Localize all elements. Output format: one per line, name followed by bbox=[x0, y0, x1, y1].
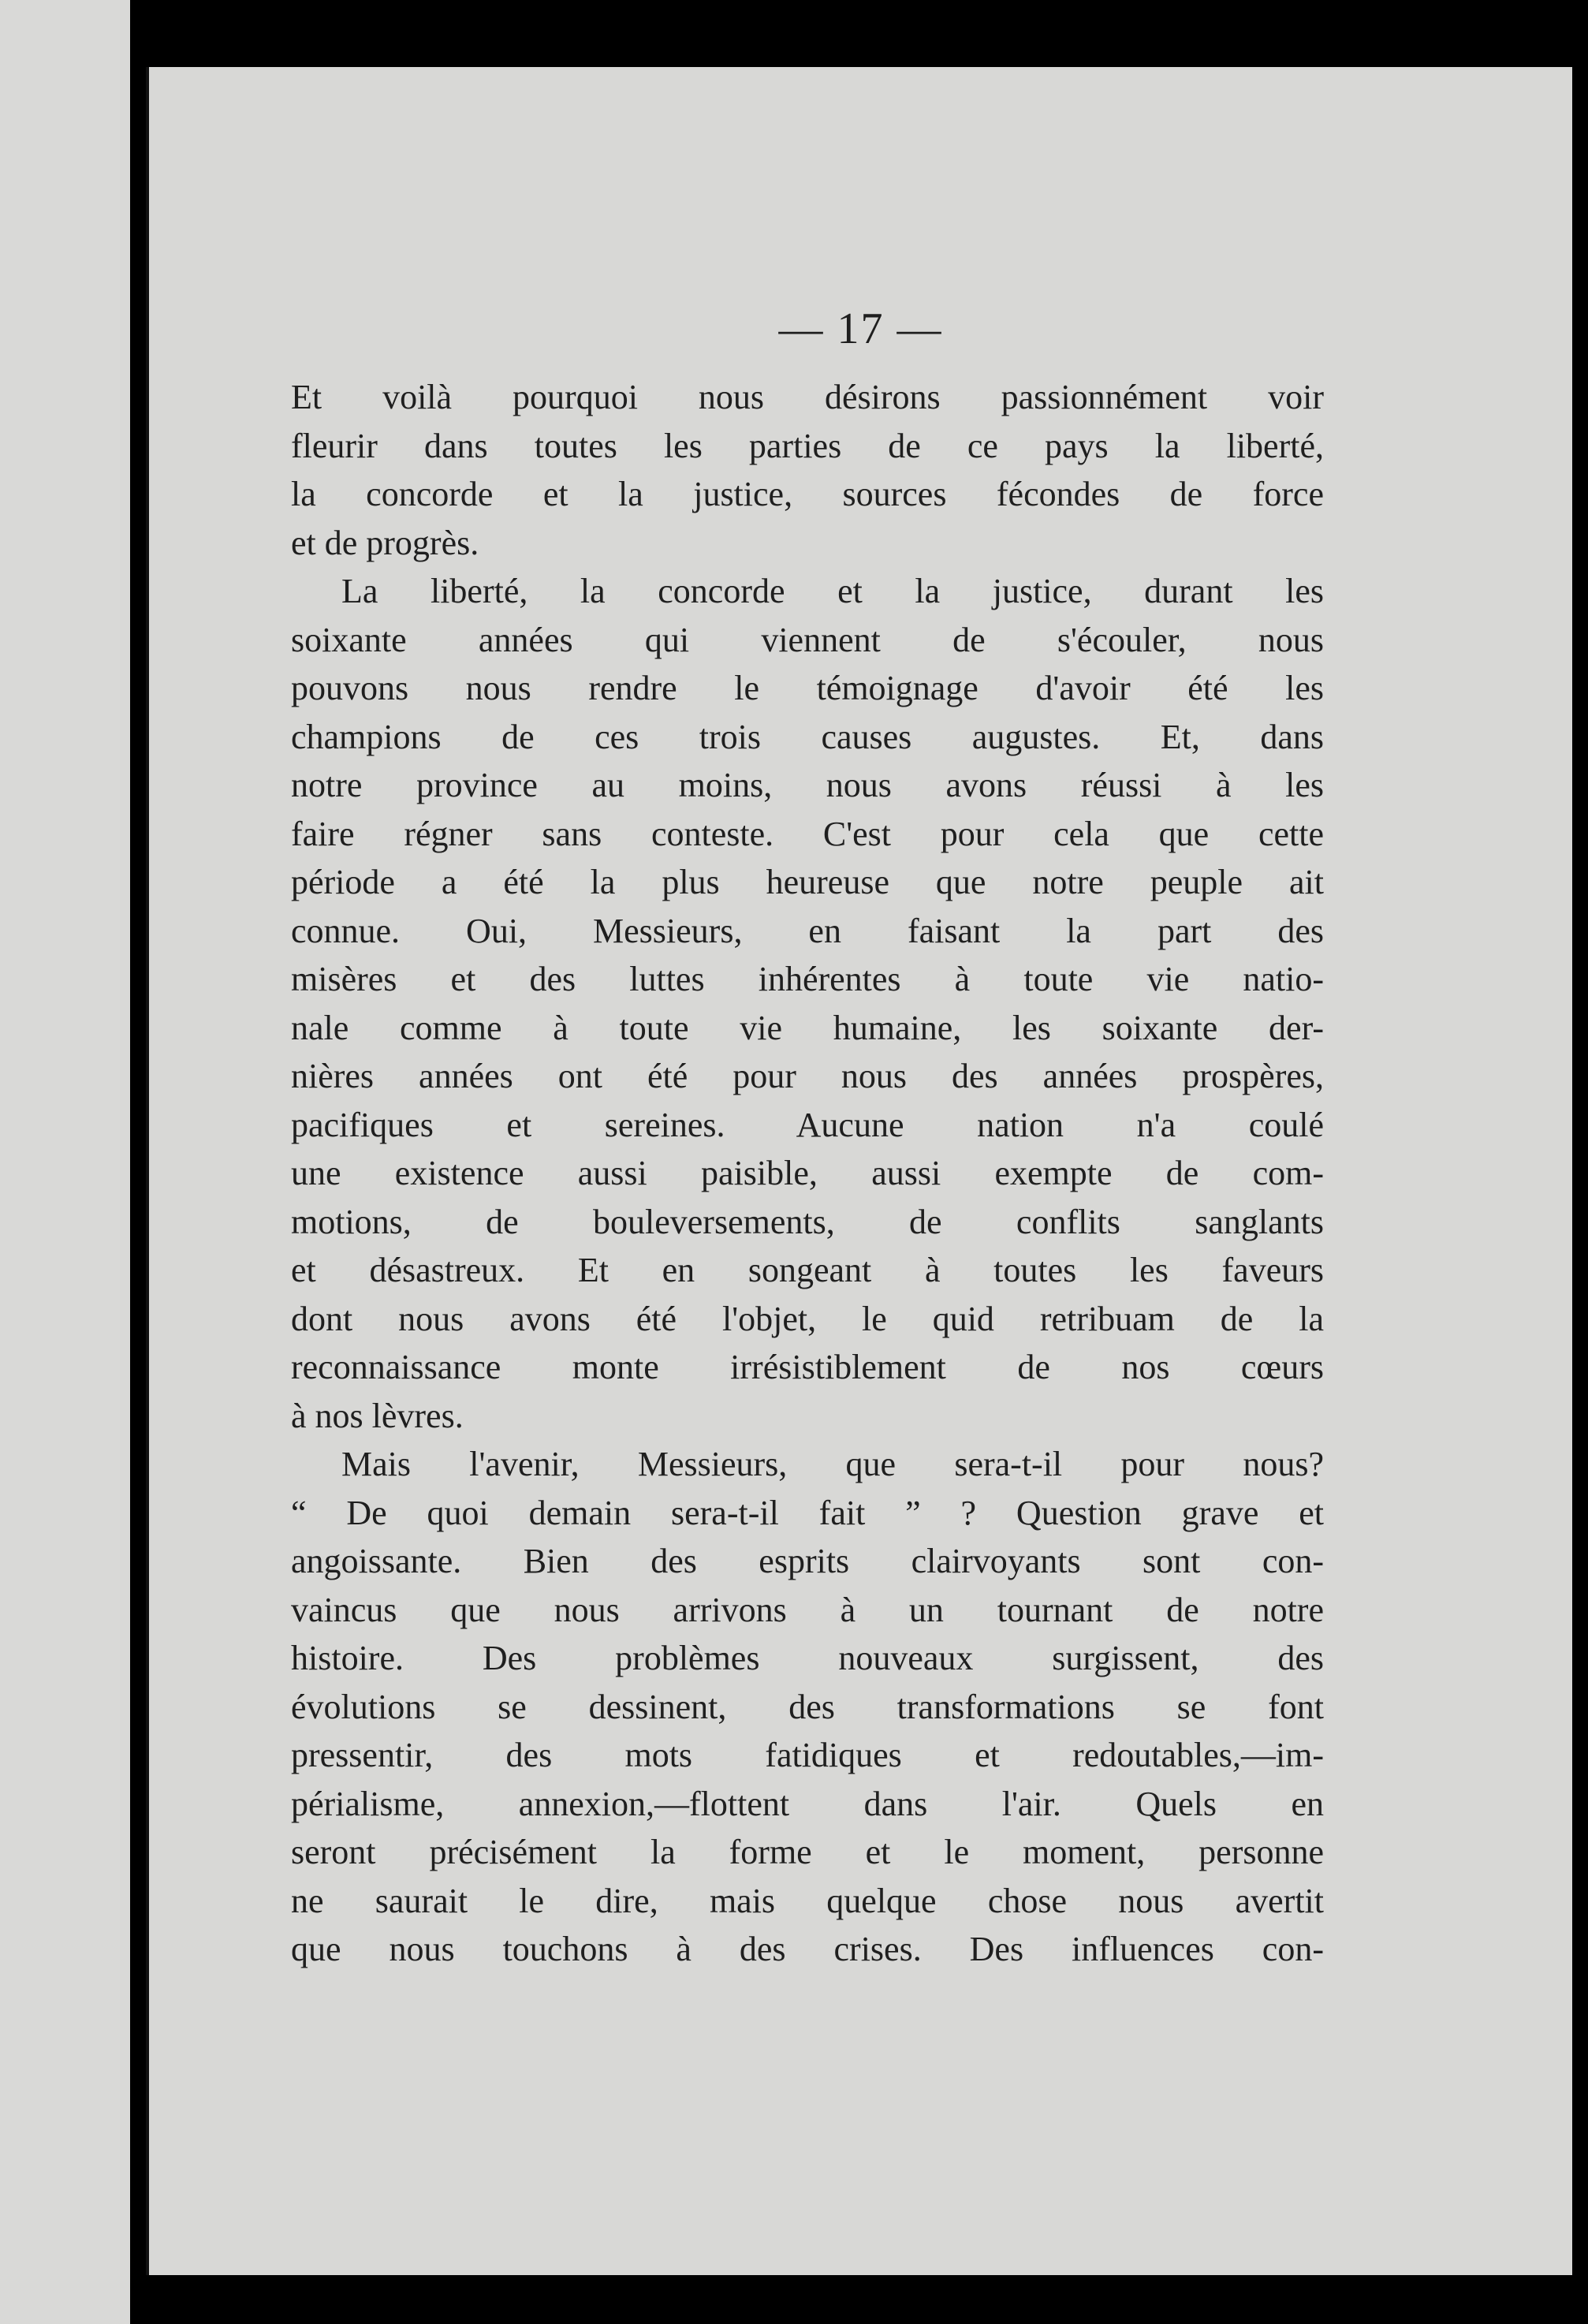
paragraph-2 bbox=[291, 567, 1324, 1440]
text-line: notre province au moins, nous avons réussi à les bbox=[291, 766, 1324, 804]
text-line: Et voilà pourquoi nous désirons passionnément voir bbox=[291, 378, 1324, 416]
text-line: et de progrès. bbox=[291, 523, 479, 562]
text-line: période a été la plus heureuse que notre peuple ait bbox=[291, 863, 1324, 901]
text-line: nale comme à toute vie humaine, les soixante der- bbox=[291, 1008, 1324, 1047]
text-line: et désastreux. Et en songeant à toutes les faveurs bbox=[291, 1251, 1324, 1289]
text-line: faire régner sans conteste. C'est pour cela que cette bbox=[291, 814, 1324, 853]
text-line: connue. Oui, Messieurs, en faisant la part des bbox=[291, 911, 1324, 950]
text-line: champions de ces trois causes augustes. Et, dans bbox=[291, 717, 1324, 756]
text-line: dont nous avons été l'objet, le quid retribuam de la bbox=[291, 1299, 1324, 1338]
text-line: périalisme, annexion,—flottent dans l'air. Quels en bbox=[291, 1784, 1324, 1823]
text-line: la concorde et la justice, sources fécondes de force bbox=[291, 475, 1324, 513]
text-line: reconnaissance monte irrésistiblement de nos cœurs bbox=[291, 1348, 1324, 1386]
text-line: soixante années qui viennent de s'écouler, nous bbox=[291, 620, 1324, 659]
text-line: fleurir dans toutes les parties de ce pays la liberté, bbox=[291, 426, 1324, 465]
facing-page-edge bbox=[0, 0, 130, 2324]
text-line: misères et des luttes inhérentes à toute vie natio- bbox=[291, 960, 1324, 998]
text-line: histoire. Des problèmes nouveaux surgissent, des bbox=[291, 1639, 1324, 1677]
paragraph-3 bbox=[291, 1440, 1324, 1974]
paragraph-1 bbox=[291, 373, 1324, 567]
text-line: évolutions se dessinent, des transformations se font bbox=[291, 1687, 1324, 1726]
text-line: seront précisément la forme et le moment, personne bbox=[291, 1833, 1324, 1871]
text-line: nières années ont été pour nous des années prospères, bbox=[291, 1057, 1324, 1095]
text-line: une existence aussi paisible, aussi exempte de com- bbox=[291, 1154, 1324, 1192]
book-page bbox=[146, 67, 1572, 2275]
text-line: ne saurait le dire, mais quelque chose nous avertit bbox=[291, 1881, 1324, 1920]
text-line: La liberté, la concorde et la justice, durant les bbox=[341, 572, 1324, 610]
text-line: que nous touchons à des crises. Des influences con- bbox=[291, 1930, 1324, 1968]
text-line: motions, de bouleversements, de conflits sanglants bbox=[291, 1202, 1324, 1241]
text-line: “ De quoi demain sera-t-il fait ” ? Question grave et bbox=[291, 1493, 1324, 1532]
body-text bbox=[291, 373, 1324, 1974]
text-line: pouvons nous rendre le témoignage d'avoir été les bbox=[291, 669, 1324, 707]
page-number: — 17 — bbox=[778, 304, 943, 353]
text-line: pacifiques et sereines. Aucune nation n'a coulé bbox=[291, 1105, 1324, 1144]
text-line: pressentir, des mots fatidiques et redoutables,—im- bbox=[291, 1736, 1324, 1774]
text-line: Mais l'avenir, Messieurs, que sera-t-il pour nous? bbox=[341, 1445, 1324, 1483]
text-line: à nos lèvres. bbox=[291, 1396, 464, 1435]
text-line: vaincus que nous arrivons à un tournant de notre bbox=[291, 1590, 1324, 1629]
text-line: angoissante. Bien des esprits clairvoyants sont con- bbox=[291, 1542, 1324, 1580]
